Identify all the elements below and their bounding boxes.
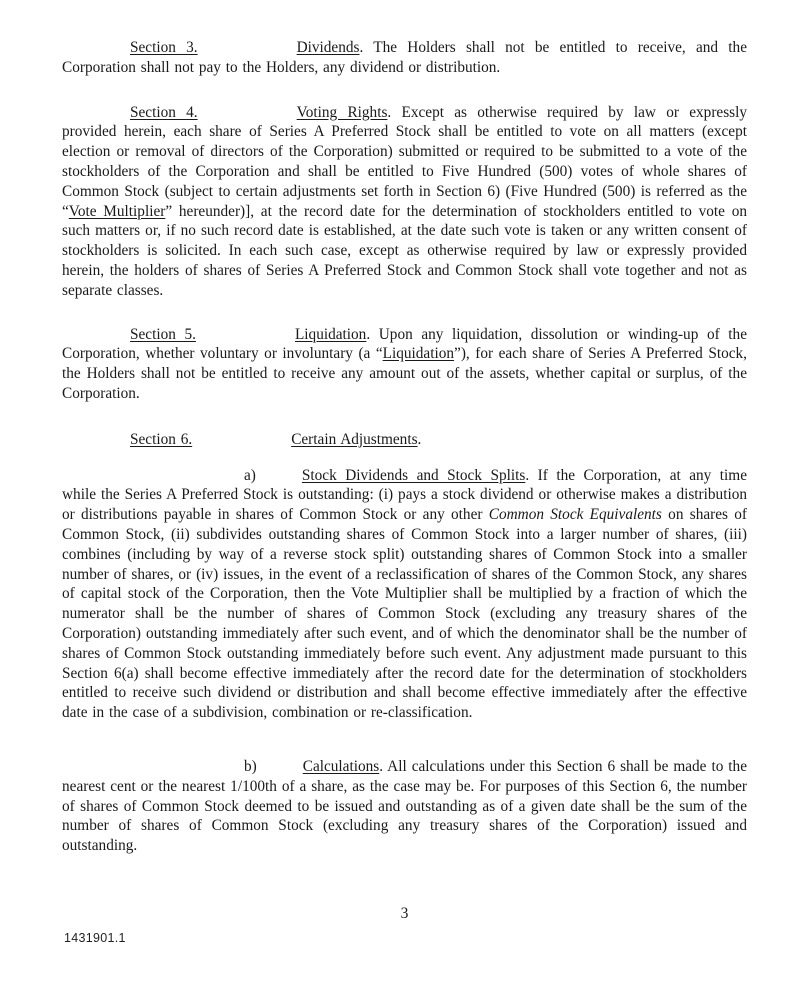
section-3-title: Dividends [296, 39, 360, 56]
subsection-a-title: Stock Dividends and Stock Splits [301, 466, 526, 484]
page-number: 3 [400, 905, 409, 922]
section-3-body: . The Holders shall not be entitled to receive, and the Corporation shall not pay to the Holders, any dividend or distribution. [62, 39, 747, 76]
section-6b-paragraph [62, 757, 747, 856]
section-6-heading [62, 430, 747, 450]
section-5-title: Liquidation [294, 325, 367, 343]
tab-spacer [62, 338, 130, 339]
defined-term-vote-multiplier: Vote Multiplier [68, 202, 166, 220]
section-4-label: Section 4. [130, 103, 198, 121]
tab-spacer [198, 51, 297, 52]
section-4-body-part1: . Except as otherwise required by law or expressly provided herein, each share of Series A Preferred Stock shall be entitled to vote on all matters (except election or removal of directors of the Corporation) submitted or required to be submitted to a vote of the stockholders of the Corporation and shall be entitled to Five Hundred (500) votes of whole shares of Common Stock (subject to certain adjustments set forth in Section 6) (Five Hundred (500) is referred as the “ [62, 103, 748, 220]
tab-spacer [256, 479, 302, 480]
subsection-a-label: a) [244, 466, 256, 484]
section-6-label: Section 6. [130, 430, 193, 448]
section-3-label: Section 3. [130, 39, 198, 56]
subsection-a-body-part2: on shares of Common Stock, (ii) subdivides outstanding shares of Common Stock into a larger number of shares, (iii) combines (including by way of a reverse stock split) outstanding shares of Common Stock into a smaller number of shares, or (iv) issues, in the event of a reclassification of shares of the Common Stock, any shares of capital stock of the Corporation, then the Vote Multiplier shall be multiplied by a fraction of which the numerator shall be the number of shares of Common Stock (excluding any treasury shares of the Corporation) outstanding immediately after such event, and of which the denominator shall be the number of shares of Common Stock outstanding immediately before such event. Any adjustment made pursuant to this Section 6(a) shall become effective immediately after the record date for the determination of stockholders entitled to receive such dividend or distribution and shall become effective immediately after the effective date in the case of a subdivision, combination or re-classification. [62, 506, 747, 722]
tab-spacer [196, 338, 295, 339]
defined-term-liquidation: Liquidation [382, 345, 455, 363]
tab-spacer [62, 116, 130, 117]
tab-spacer [192, 443, 291, 444]
subsection-b-body: . All calculations under this Section 6 shall be made to the nearest cent or the nearest 1/100th of a share, as the case may be. For purposes of this Section 6, the number of shares of Common Stock deemed to be issued and outstanding as of a given date shall be the sum of the number of shares of Common Stock (excluding any treasury shares of the Corporation) issued and outstanding. [62, 757, 747, 855]
tab-spacer [62, 443, 130, 444]
section-5-paragraph [62, 325, 747, 404]
subsection-a-body-part1: . If the Corporation, at any time while the Series A Preferred Stock is outstanding: (i) pays a stock dividend or otherwise makes a distribution or distributions payable in shares of Common Stock or any other [62, 466, 747, 524]
defined-term-common-stock-equivalents: Common Stock Equivalents [488, 506, 662, 524]
tab-spacer [62, 51, 130, 52]
tab-spacer [62, 770, 244, 771]
section-4-title: Voting Rights [296, 103, 388, 121]
section-5-label: Section 5. [130, 325, 196, 343]
subsection-b-label: b) [244, 757, 257, 775]
section-6-period: . [417, 430, 422, 448]
document-id-footer: 1431901.1 [64, 931, 126, 945]
section-6-title: Certain Adjustments [291, 430, 418, 448]
tab-spacer [257, 770, 303, 771]
section-5-body-part2: ”), for each share of Series A Preferred Stock, the Holders shall not be entitled to receive any amount out of the assets, whether capital or surplus, of the Corporation. [62, 345, 747, 402]
tab-spacer [62, 479, 244, 480]
tab-spacer [198, 116, 297, 117]
section-4-paragraph [62, 103, 747, 301]
subsection-b-title: Calculations [302, 757, 380, 775]
section-3-paragraph [62, 38, 747, 78]
section-6a-paragraph [62, 466, 747, 723]
section-5-body-part1: . Upon any liquidation, dissolution or winding-up of the Corporation, whether voluntary or involuntary (a “ [62, 325, 747, 363]
section-4-body-part2: ” hereunder)], at the record date for the determination of stockholders entitled to vote on such matters or, if no such record date is established, at the date such vote is taken or any written consent of stockholders is solicited. In each such case, except as otherwise required by law or expressly provided herein, the holders of shares of Series A Preferred Stock and Common Stock shall vote together and not as separate classes. [62, 202, 747, 299]
